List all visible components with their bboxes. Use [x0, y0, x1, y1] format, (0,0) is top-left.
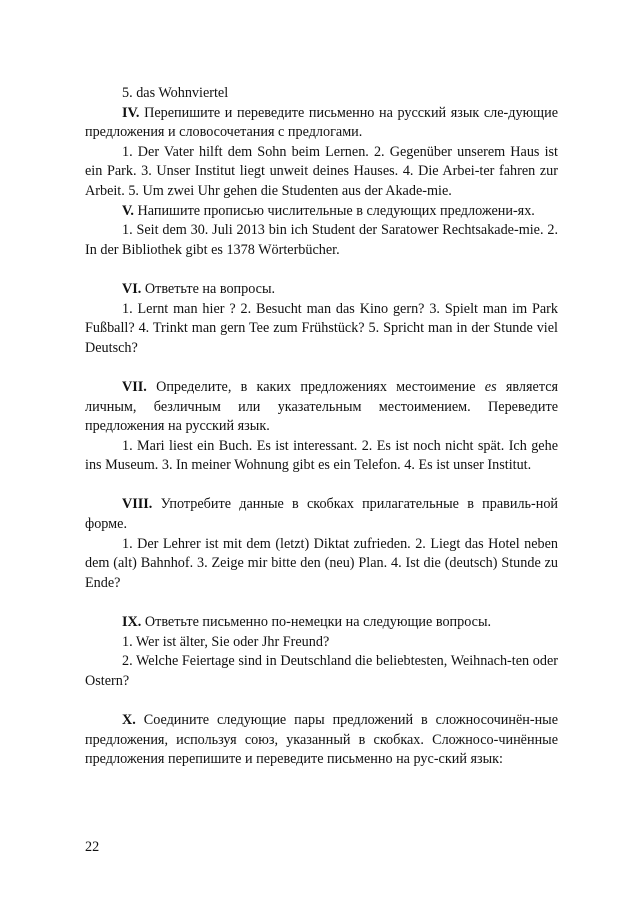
task-v-instruction: Напишите прописью числительные в следующих предложени-ях. — [137, 202, 535, 219]
task-v-number: V. — [122, 202, 134, 219]
task-vii — [85, 378, 558, 437]
page-number: 22 — [85, 839, 100, 855]
spacer — [85, 260, 558, 280]
spacer — [85, 476, 558, 496]
task-vii-instruction: Определите, в каких предложениях местоимение — [156, 378, 476, 395]
task-vii-sentences: 1. Mari liest ein Buch. Es ist interessant. 2. Es ist noch nicht spät. Ich gehe ins Museum. 3. In meiner Wohnung gibt es ein Telefon. 4. Es ist unser Institut. — [85, 437, 558, 474]
task-v-sentences: 1. Seit dem 30. Juli 2013 bin ich Student der Saratower Rechtsakade-mie. 2. In der Bibliothek gibt es 1378 Wörterbücher. — [85, 222, 558, 258]
spacer — [85, 691, 558, 711]
task-vii-number: VII. — [122, 378, 147, 395]
task-ix-instruction: Ответьте письменно по-немецки на следующие вопросы. — [144, 614, 492, 631]
task-vi-instruction: Ответьте на вопросы. — [144, 280, 276, 297]
task-viii-number: VIII. — [122, 496, 153, 513]
task-viii-instruction: Употребите данные в скобках прилагательные в правиль-ной форме. — [85, 496, 558, 533]
task-vi-sentences: 1. Lernt man hier ? 2. Besucht man das Kino gern? 3. Spielt man im Park Fußball? 4. Trinkt man gern Tee zum Frühstück? 5. Spricht man in der Stunde viel Deutsch? — [85, 300, 558, 356]
task-vi-number: VI. — [122, 280, 142, 297]
item-5-text: 5. das Wohnviertel — [122, 85, 229, 101]
task-viii-sentences: 1. Der Lehrer ist mit dem (letzt) Diktat zufrieden. 2. Liegt das Hotel neben dem (alt) Bahnhof. 3. Zeige mir bitte den (neu) Plan. 4. Ist die (deutsch) Stunde zu Ende? — [85, 535, 558, 591]
spacer — [85, 358, 558, 378]
task-x-instruction: Соедините следующие пары предложений в сложносочинён-ные предложения, используя союз, указанный в скобках. Сложносо-чинённые предложения перепишите и переведите письменно на рус-ский язык: — [85, 712, 559, 768]
task-iv-sentences: 1. Der Vater hilft dem Sohn beim Lernen. 2. Gegenüber unserem Haus ist ein Park. 3. Unser Institut liegt unweit deines Hauses. 4. Die Arbei-ter fahren zur Arbeit. 5. Um zwei Uhr gehen die Studenten aus der Akade-mie. — [85, 143, 558, 199]
spacer — [85, 593, 558, 613]
pronoun-es: es — [484, 378, 497, 395]
task-viii — [85, 495, 558, 534]
task-vii-instruction-cont: является личным, безличным или указательным местоимением. Переведите предложения на русский язык. — [85, 378, 559, 435]
task-iv-number: IV. — [122, 104, 140, 121]
task-v — [85, 202, 558, 222]
task-ix-number: IX. — [122, 614, 142, 631]
task-ix-question-2: 2. Welche Feiertage sind in Deutschland die beliebtesten, Weihnach-ten oder Ostern? — [85, 653, 558, 689]
task-x-number: X. — [122, 712, 136, 728]
task-iv-instruction: Перепишите и переведите письменно на русский язык сле-дующие предложения и словосочетания с предлогами. — [85, 104, 558, 141]
task-x — [85, 711, 558, 770]
task-vi — [85, 280, 558, 300]
task-ix — [85, 613, 558, 633]
task-iv — [85, 104, 558, 143]
task-ix-question-1: 1. Wer ist älter, Sie oder Jhr Freund? — [122, 633, 330, 650]
